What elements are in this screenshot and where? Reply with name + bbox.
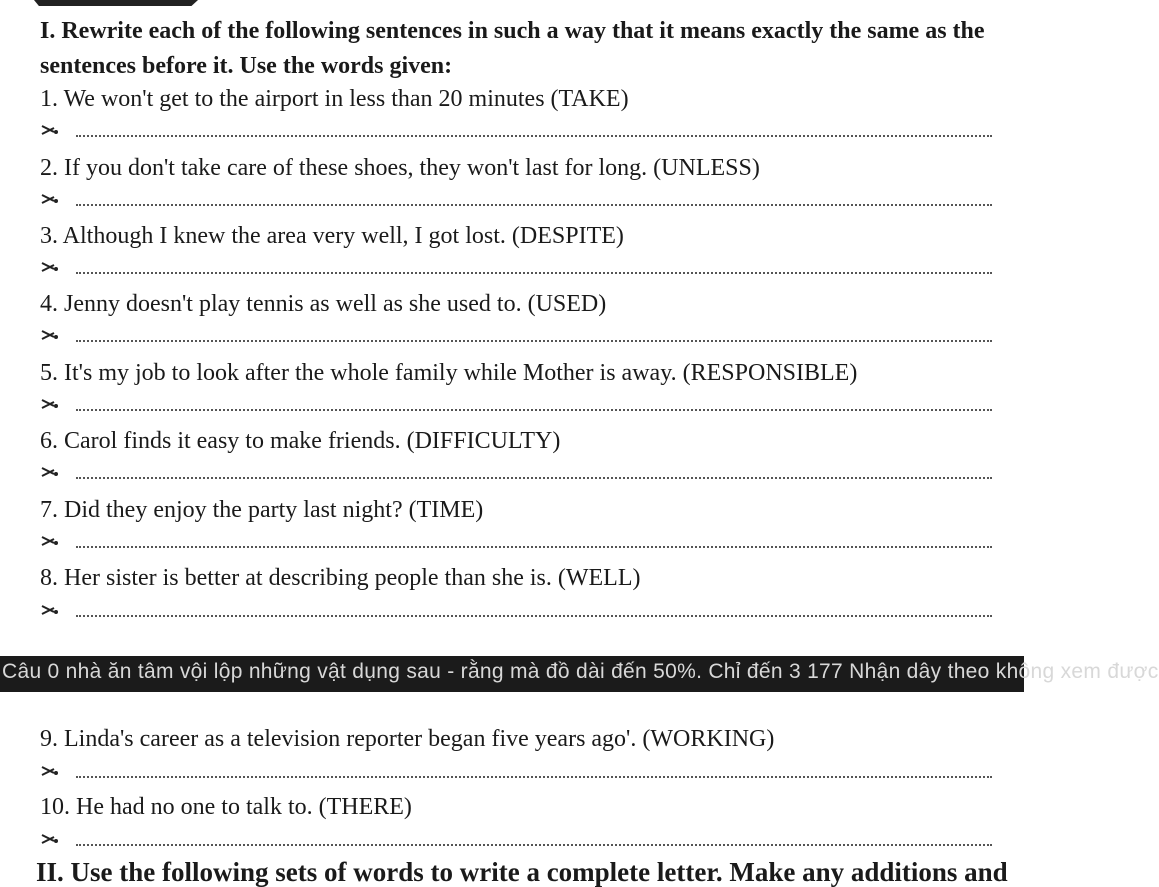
question-9: 9. Linda's career as a television reporter began five years ago'. (WORKING) [40, 726, 775, 752]
pencil-icon [40, 191, 60, 207]
pencil-icon [40, 602, 60, 618]
pencil-icon [40, 259, 60, 275]
pencil-icon [40, 464, 60, 480]
dotted-line [76, 776, 992, 778]
dotted-line [76, 477, 992, 479]
dotted-line [76, 615, 992, 617]
pencil-icon [40, 533, 60, 549]
cropped-section-title [34, 0, 198, 6]
answer-line-8[interactable] [40, 602, 992, 622]
pencil-icon [40, 327, 60, 343]
dotted-line [76, 340, 992, 342]
pencil-icon [40, 763, 60, 779]
dotted-line [76, 844, 992, 846]
question-1: 1. We won't get to the airport in less than 20 minutes (TAKE) [40, 86, 629, 112]
answer-line-3[interactable] [40, 259, 992, 279]
answer-line-2[interactable] [40, 191, 992, 211]
exercise-heading: I. Rewrite each of the following sentences in such a way that it means exactly the same as the sentences before it. Use the words given: [40, 18, 985, 79]
overlay-band [0, 656, 1159, 692]
question-3: 3. Although I knew the area very well, I got lost. (DESPITE) [40, 223, 624, 249]
pencil-icon [40, 396, 60, 412]
dotted-line [76, 272, 992, 274]
question-5: 5. It's my job to look after the whole family while Mother is away. (RESPONSIBLE) [40, 360, 858, 386]
answer-line-9[interactable] [40, 763, 992, 783]
answer-line-7[interactable] [40, 533, 992, 553]
dotted-line [76, 409, 992, 411]
dotted-line [76, 204, 992, 206]
answer-line-6[interactable] [40, 464, 992, 484]
question-2: 2. If you don't take care of these shoes, they won't last for long. (UNLESS) [40, 155, 760, 181]
answer-line-5[interactable] [40, 396, 992, 416]
dotted-line [76, 546, 992, 548]
question-10: 10. He had no one to talk to. (THERE) [40, 794, 412, 820]
question-4: 4. Jenny doesn't play tennis as well as she used to. (USED) [40, 291, 607, 317]
question-7: 7. Did they enjoy the party last night? (TIME) [40, 497, 484, 523]
pencil-icon [40, 831, 60, 847]
overlay-band-text: Câu 0 nhà ăn tâm vội lộp những vật dụng sau - rằng mà đồ dài đến 50%. Chỉ đến 3 177 Nhận dây theo không xem được [2, 660, 1159, 683]
answer-line-1[interactable] [40, 122, 992, 142]
answer-line-4[interactable] [40, 327, 992, 347]
answer-line-10[interactable] [40, 831, 992, 851]
pencil-icon [40, 122, 60, 138]
question-6: 6. Carol finds it easy to make friends. (DIFFICULTY) [40, 428, 561, 454]
next-section-heading: II. Use the following sets of words to write a complete letter. Make any additions and [36, 857, 1008, 887]
dotted-line [76, 135, 992, 137]
question-8: 8. Her sister is better at describing people than she is. (WELL) [40, 565, 641, 591]
